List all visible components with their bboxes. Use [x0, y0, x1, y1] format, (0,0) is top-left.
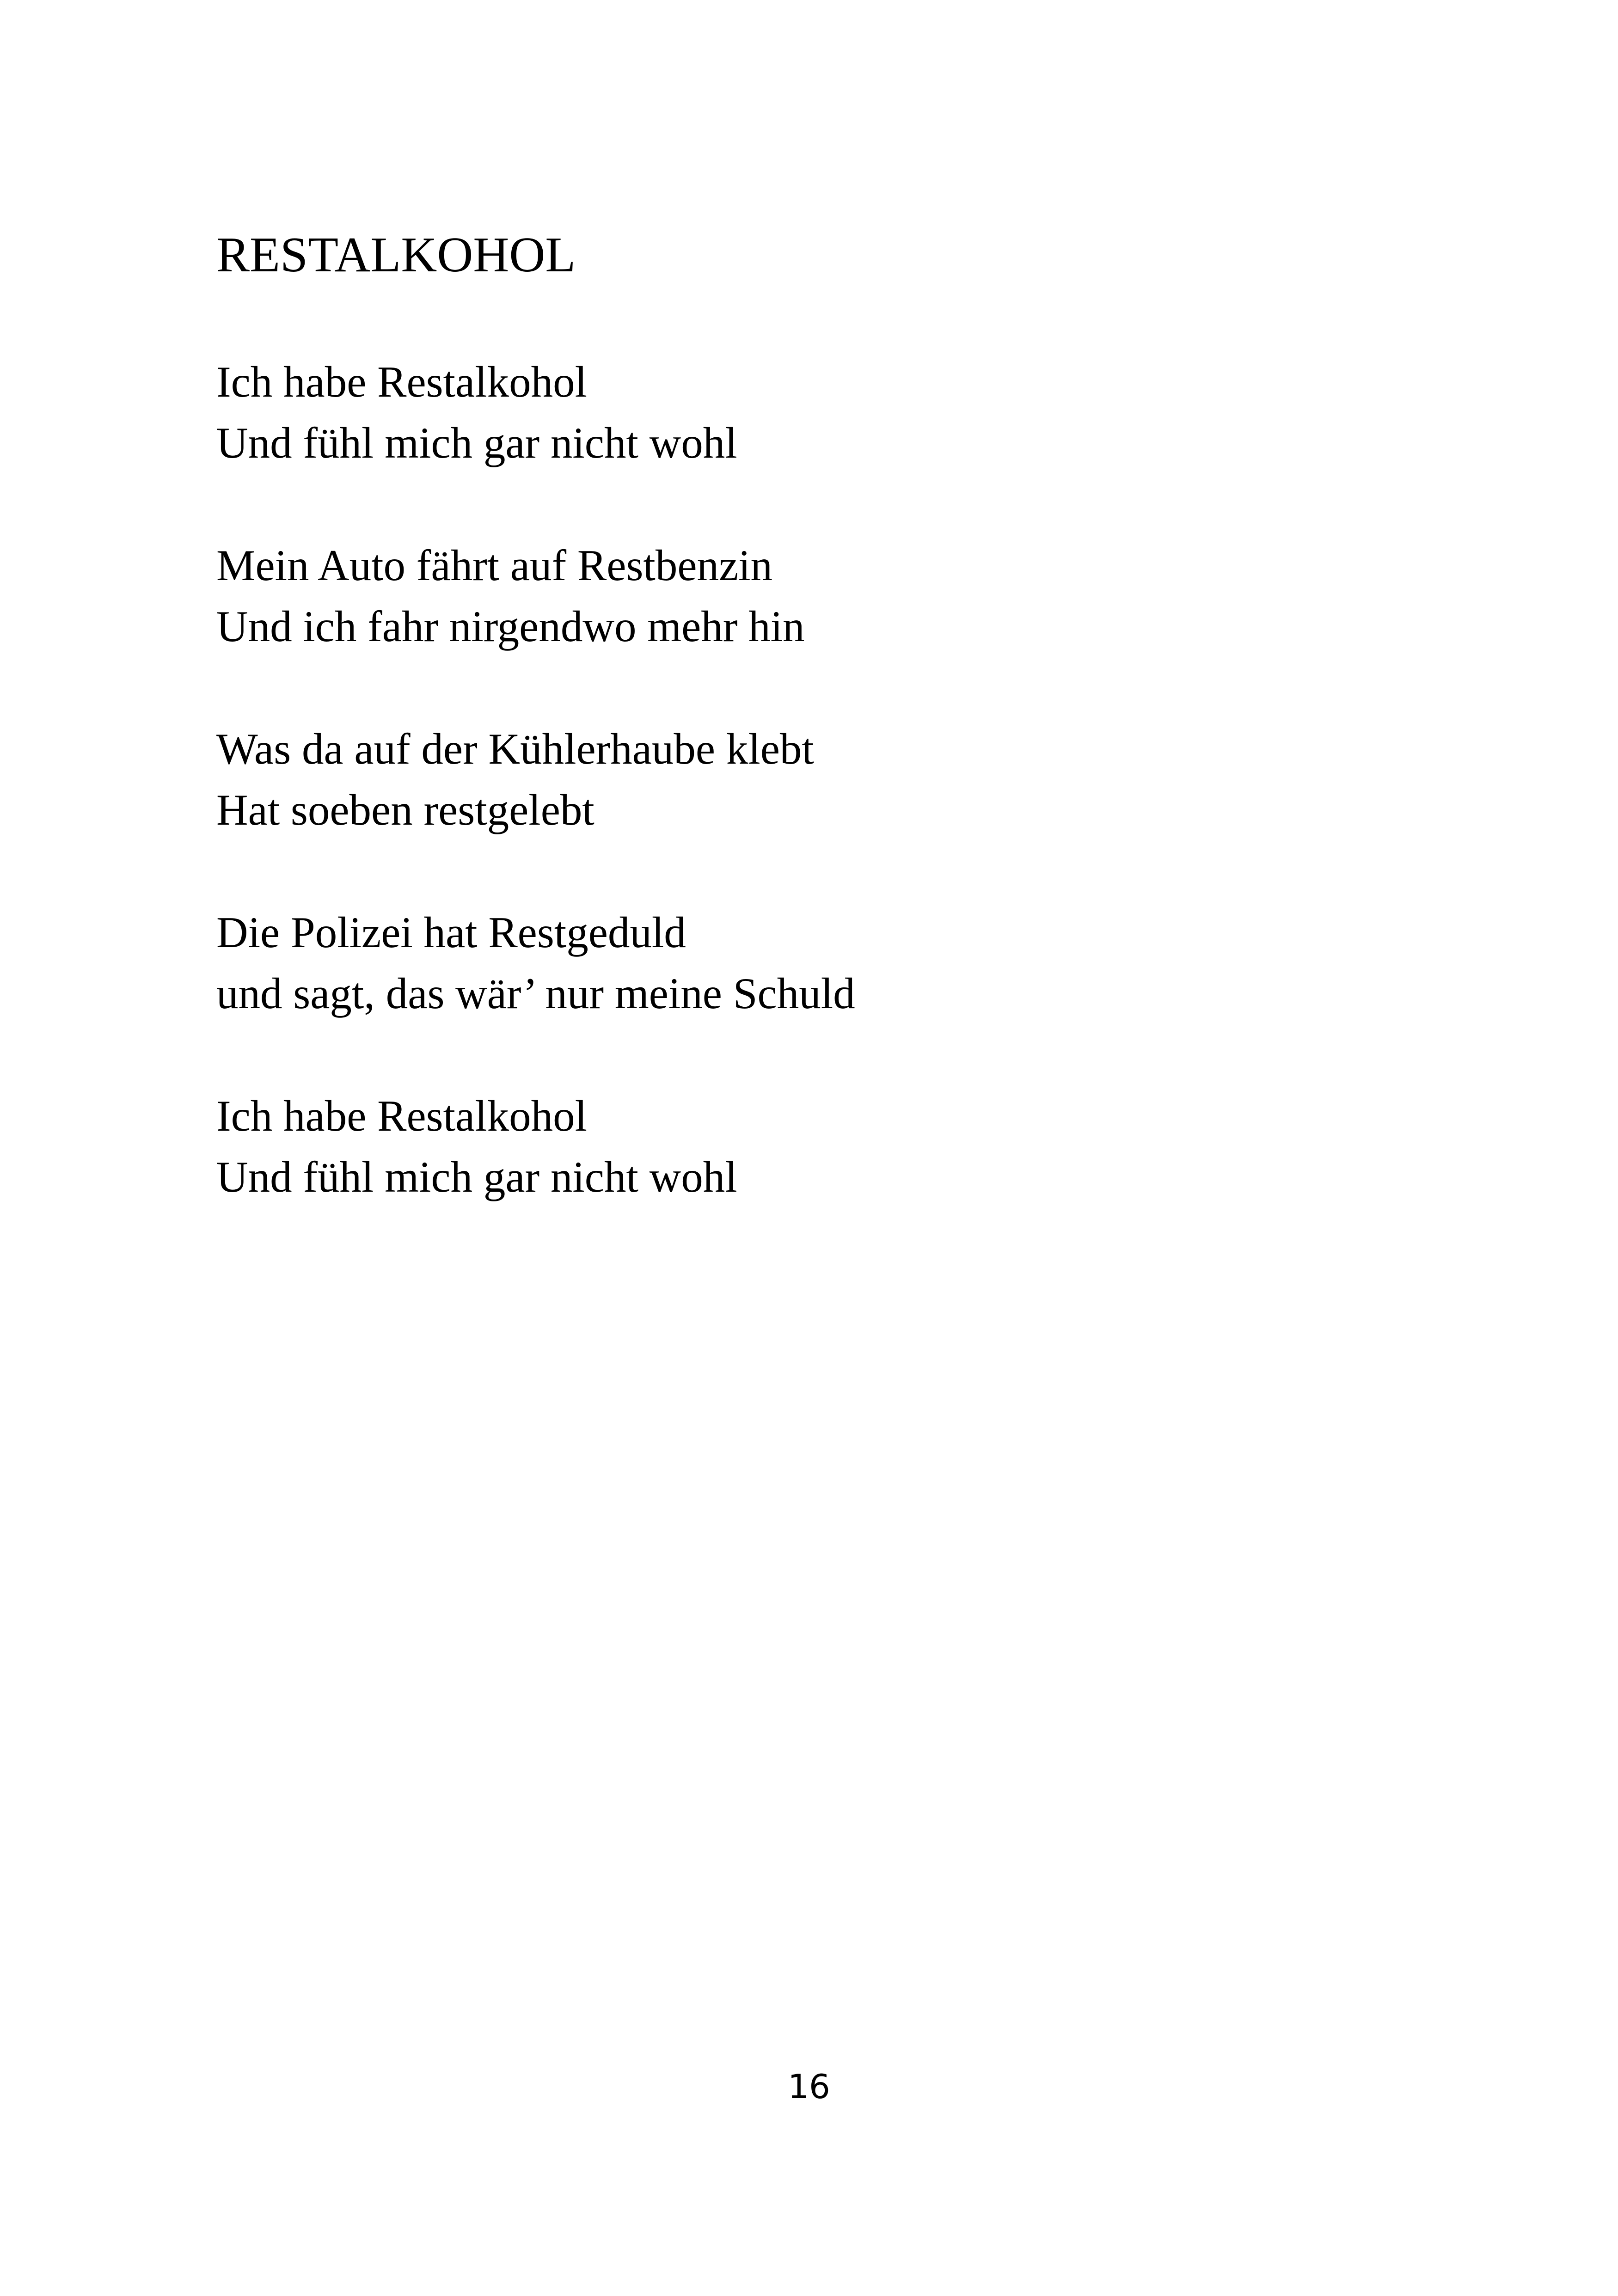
verse-line: Ich habe Restalkohol	[216, 1091, 587, 1140]
page-number: 16	[788, 2067, 830, 2106]
stanza-2	[216, 535, 855, 657]
verse-line: Und ich fahr nirgendwo mehr hin	[216, 602, 805, 651]
verse-line: Die Polizei hat Restgeduld	[216, 908, 686, 957]
verse-line: Was da auf der Kühlerhaube klebt	[216, 724, 814, 773]
poem-title: RESTALKOHOL	[216, 227, 576, 282]
stanza-3	[216, 718, 855, 840]
verse-line: Und fühl mich gar nicht wohl	[216, 1152, 737, 1201]
verse-line: Ich habe Restalkohol	[216, 357, 587, 406]
stanza-5	[216, 1085, 855, 1207]
stanza-1	[216, 351, 855, 473]
stanza-4	[216, 902, 855, 1024]
verse-line: Und fühl mich gar nicht wohl	[216, 418, 737, 467]
verse-line: Mein Auto fährt auf Restbenzin	[216, 541, 773, 590]
verse-line: Hat soeben restgelebt	[216, 785, 594, 834]
poem-body	[216, 351, 855, 1269]
verse-line: und sagt, das wär’ nur meine Schuld	[216, 969, 855, 1018]
